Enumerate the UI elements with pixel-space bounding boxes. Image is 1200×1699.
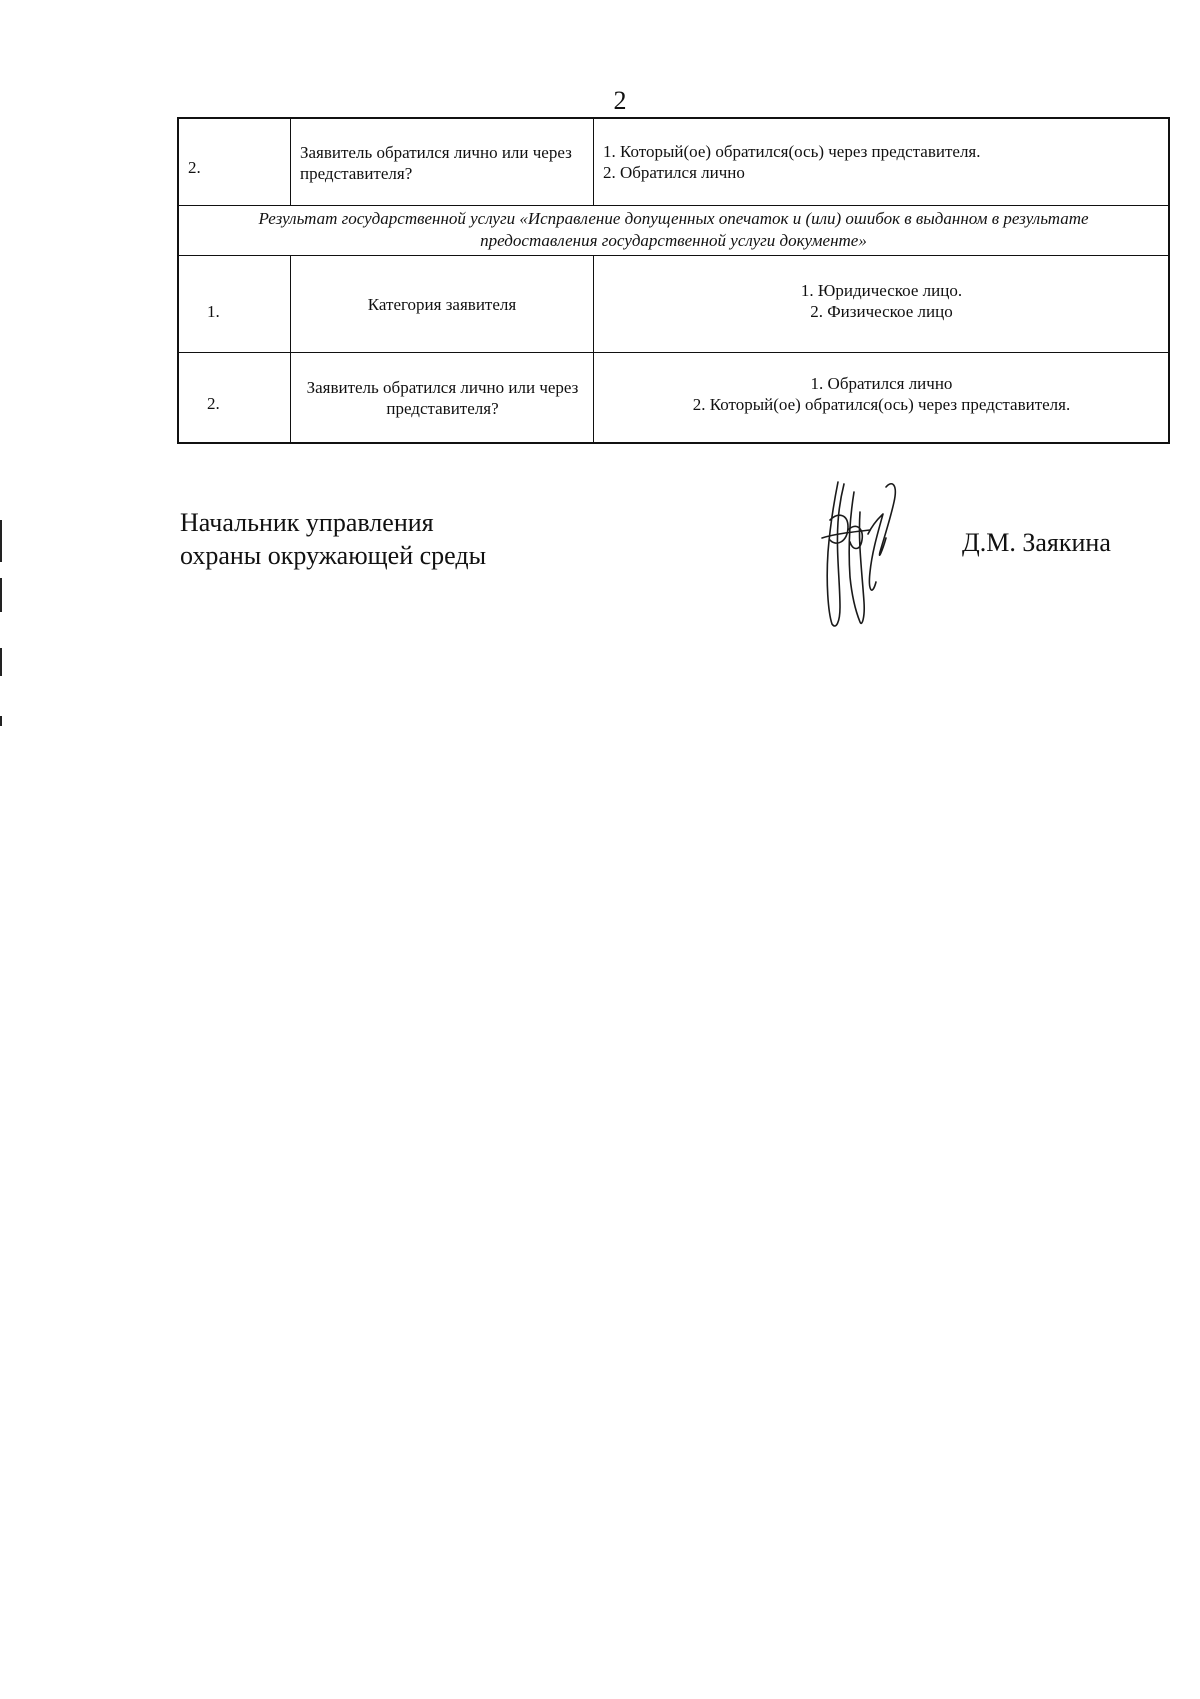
answer-line: 1. Обратился лично <box>810 374 953 393</box>
row-answers <box>595 256 1168 346</box>
answer-line: 2. Который(ое) обратился(ось) через представителя. <box>692 395 1071 414</box>
position-line: Начальник управления <box>180 508 434 537</box>
handwritten-signature <box>808 472 908 632</box>
row-question: Заявитель обратился лично или через представителя? <box>300 142 572 183</box>
row-index: 2. <box>207 393 220 413</box>
signer-position <box>180 506 486 572</box>
column-divider <box>593 118 594 205</box>
section-heading: Результат государственной услуги «Исправление допущенных опечаток и (или) ошибок в выданном в результате предоставления государственной услуги документе» <box>258 209 1089 250</box>
column-divider <box>593 255 594 443</box>
answer-line: 1. Юридическое лицо. <box>800 281 963 300</box>
answer-line: 2. Физическое лицо <box>810 302 953 321</box>
scan-artifact <box>0 578 2 612</box>
row-index: 2. <box>188 158 201 177</box>
answer-line: 1. Который(ое) обратился(ось) через представителя. <box>603 141 981 161</box>
row-answers <box>595 353 1168 435</box>
row-question: Заявитель обратился лично или через представителя? <box>306 378 579 418</box>
page-number: 2 <box>613 86 627 115</box>
scan-artifact <box>0 520 2 562</box>
row-answers <box>603 118 1163 205</box>
column-divider <box>290 255 291 443</box>
position-line: охраны окружающей среды <box>180 541 487 570</box>
scan-artifact <box>0 716 2 726</box>
row-question: Категория заявителя <box>367 294 517 314</box>
scan-artifact <box>0 648 2 676</box>
signer-name: Д.М. Заякина <box>962 528 1111 557</box>
row-index: 1. <box>207 301 220 321</box>
column-divider <box>290 118 291 205</box>
answer-line: 2. Обратился лично <box>603 162 745 182</box>
